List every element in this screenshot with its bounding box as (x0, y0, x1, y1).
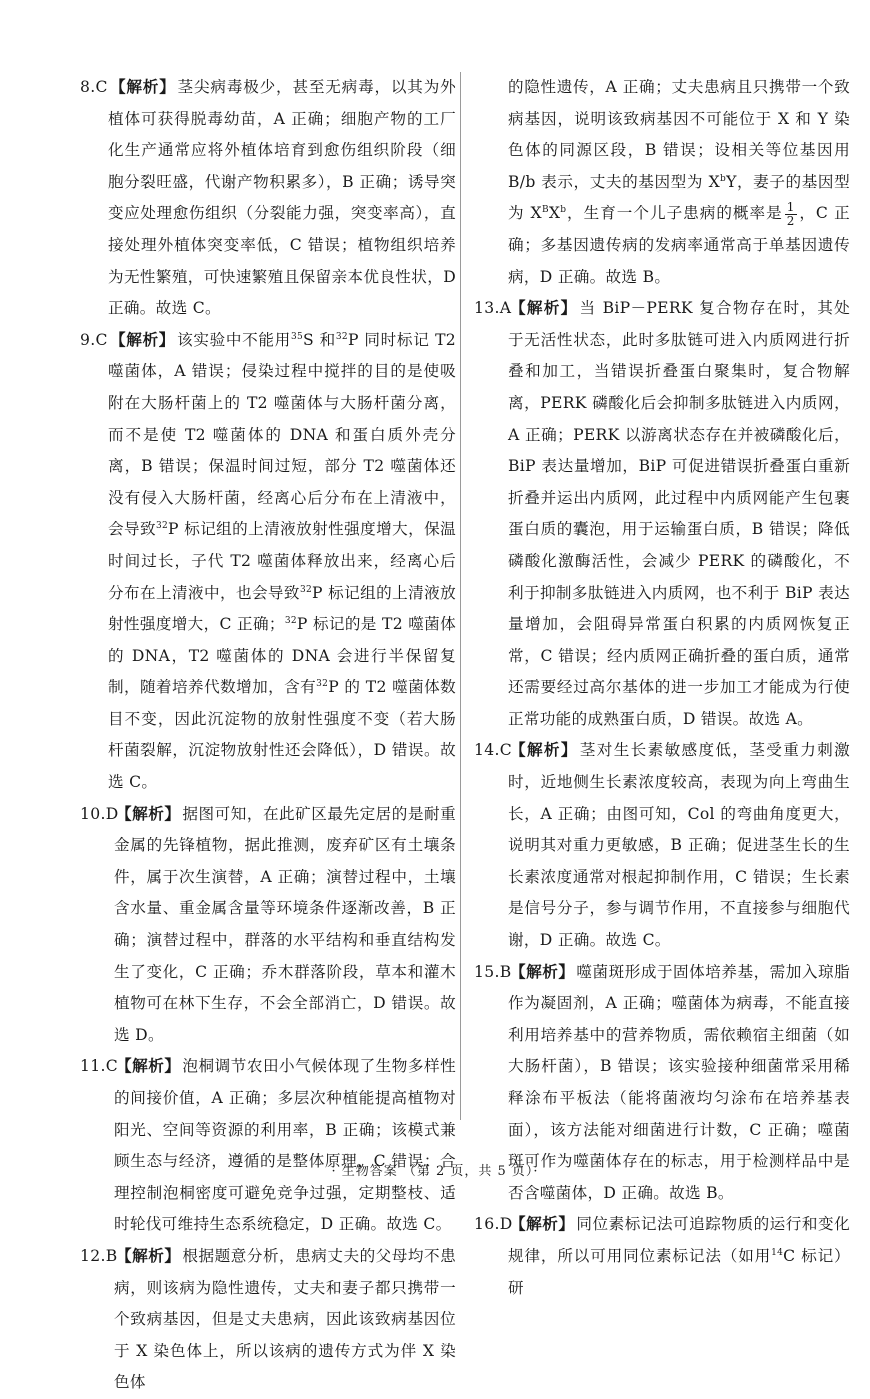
answer-text: S 和 (303, 330, 336, 349)
question-number: 8.C (80, 78, 108, 96)
analysis-tag: 【解析】 (510, 741, 578, 760)
isotope-mass: 32 (155, 521, 169, 532)
isotope-mass: 35 (290, 331, 304, 342)
analysis-tag: 【解析】 (116, 804, 181, 823)
question-number: 12.B (80, 1246, 118, 1265)
answer-9 (80, 325, 456, 799)
column-divider (460, 72, 461, 1120)
answer-text: 当 BiP－PERK 复合物存在时，其处于无活性状态，此时多肽链可进入内质网进行折叠和加工，当错误折叠蛋白聚集时，复合物解离，PERK 磷酸化后会抑制多肽链进入内质网，A 正确；PERK 以游离状态存在并被磷酸化后，BiP 表达量增加，BiP 可促进错误折叠蛋白重新折叠并运出内质网，此过程中内质网能产生包裹蛋白质的囊泡，用于运输蛋白质，B 错误；降低磷酸化激酶活性，会减少 PERK 的磷酸化，不利于抑制多肽链进入内质网，也不利于 BiP 表达量增加，会阻碍异常蛋白积累的内质网恢复正常，C 错误；经内质网正确折叠的蛋白质，通常还需要经过高尔基体的进一步加工才能成为行使正常功能的成熟蛋白质，D 错误。故选 A。 (508, 299, 850, 728)
allele-superscript: b (560, 205, 567, 216)
question-number: 14.C (474, 741, 512, 760)
question-number: 10.D (80, 804, 119, 823)
answer-text: C 标记）研 (508, 1246, 850, 1297)
fraction-denominator: 2 (786, 213, 795, 228)
answer-13 (474, 293, 850, 735)
answer-10 (80, 799, 456, 1052)
allele-superscript: B (541, 205, 549, 216)
answer-text: 噬菌斑形成于固体培养基，需加入琼脂作为凝固剂，A 正确；噬菌体为病毒，不能直接利用培养基中的营养物质，需依赖宿主细菌（如大肠杆菌），B 错误；该实验接种细菌常采用稀释涂布平板法（能将菌液均匀涂布在培养基表面），该方法能对细菌进行计数，C 正确；噬菌斑可作为噬菌体存在的标志，用于检测样品中是否含噬菌体，D 正确。故选 B。 (508, 962, 850, 1202)
answer-text: ，生育一个儿子患病的概率是 (566, 204, 783, 223)
question-number: 16.D (474, 1215, 513, 1234)
analysis-tag: 【解析】 (110, 78, 176, 96)
answer-14 (474, 735, 850, 956)
question-number: 11.C (80, 1057, 118, 1076)
answer-text: P 标记组的上清液放射性强度增大，保温时间过长，子代 T2 噬菌体释放出来，经离心后分布在上清液中，也会导致 (108, 520, 456, 602)
isotope-mass: 32 (299, 584, 312, 595)
answer-text: P 标记的是 T2 噬菌体的 DNA，T2 噬菌体的 DNA 会进行半保留复制，随着培养代数增加，含有 (108, 615, 456, 697)
answer-text: Y，妻子的基因型为 X (508, 172, 851, 223)
answer-text: ，C 正确；多基因遗传病的发病率通常高于单基因遗传病，D 正确。故选 B。 (508, 204, 851, 286)
answer-12-continued (474, 72, 850, 293)
left-column (80, 72, 456, 1399)
isotope-mass: 32 (335, 331, 348, 342)
fraction-numerator: 1 (786, 199, 795, 214)
answer-text: 茎尖病毒极少，甚至无病毒，以其为外植体可获得脱毒幼苗，A 正确；细胞产物的工厂化生产通常应将外植体培育到愈伤组织阶段（细胞分裂旺盛，代谢产物积累多），B 正确；诱导突变应处理愈伤组织（分裂能力强，突变率高），直接处理外植体突变率低，C 错误；植物组织培养为无性繁殖，可快速繁殖且保留亲本优良性状，D 正确。故选 C。 (108, 78, 456, 318)
question-number: 15.B (474, 962, 512, 981)
analysis-tag: 【解析】 (510, 1215, 575, 1234)
answer-8 (80, 72, 456, 325)
answer-16 (474, 1209, 850, 1304)
answer-text: 的隐性遗传，A 正确；丈夫患病且只携带一个致病基因，说明该致病基因不可能位于 X 和 Y 染色体的同源区段，B 错误；设相关等位基因用 B/b 表示，丈夫的基因型为 X (508, 78, 850, 191)
answer-12 (80, 1241, 456, 1399)
answer-text: P 标记组的上清液放射性强度增大，C 正确； (108, 583, 456, 634)
analysis-tag: 【解析】 (510, 299, 578, 318)
answer-text: 茎对生长素敏感度低，茎受重力刺激时，近地侧生长素浓度较高，表现为向上弯曲生长，A 正确；由图可知，Col 的弯曲角度更大，说明其对重力更敏感，B 正确；促进茎生长的生长素浓度通常对根起抑制作用，C 错误；生长素是信号分子，参与调节作用，不直接参与细胞代谢，D 正确。故选 C。 (508, 741, 850, 950)
answer-text: 泡桐调节农田小气候体现了生物多样性的间接价值，A 正确；多层次种植能提高植物对阳光、空间等资源的利用率，B 正确；该模式兼顾生态与经济，遵循的是整体原理，C 错误；合理控制泡桐密度可避免竞争过强，定期整枝、适时轮伐可维持生态系统稳定，D 正确。故选 C。 (114, 1057, 456, 1234)
page-footer: · 生物答案 （第 2 页，共 5 页）· (331, 1164, 539, 1179)
answer-text: 根据题意分析，患病丈夫的父母均不患病，则该病为隐性遗传，丈夫和妻子都只携带一个致病基因，但是丈夫患病，因此该致病基因位于 X 染色体上，所以该病的遗传方式为伴 X 染色体 (114, 1246, 456, 1392)
answer-11 (80, 1051, 456, 1241)
analysis-tag: 【解析】 (510, 962, 575, 981)
answer-text: 据图可知，在此矿区最先定居的是耐重金属的先锋植物，据此推测，废弃矿区有土壤条件，属于次生演替，A 正确；演替过程中，土壤含水量、重金属含量等环境条件逐渐改善，B 正确；演替过程中，群落的水平结构和垂直结构发生了变化，C 正确；乔木群落阶段，草本和灌木植物可在林下生存，不会全部消亡，D 错误。故选 D。 (114, 804, 456, 1044)
isotope-mass: 14 (771, 1247, 784, 1258)
analysis-tag: 【解析】 (110, 330, 176, 349)
answer-text: P 的 T2 噬菌体数目不变，因此沉淀物的放射性强度不变（若大肠杆菌裂解，沉淀物放射性还会降低），D 错误。故选 C。 (108, 678, 456, 792)
question-number: 9.C (80, 330, 108, 349)
analysis-tag: 【解析】 (116, 1057, 181, 1076)
right-column (474, 72, 850, 1304)
answer-text: X (548, 204, 561, 223)
answer-text: 该实验中不能用 (177, 330, 291, 349)
isotope-mass: 32 (284, 615, 297, 626)
question-number: 13.A (474, 299, 512, 318)
isotope-mass: 32 (316, 679, 329, 690)
allele-superscript: b (720, 173, 727, 184)
answer-text: P 同时标记 T2 噬菌体，A 错误；侵染过程中搅拌的目的是使吸附在大肠杆菌上的 T2 噬菌体与大肠杆菌分离，而不是使 T2 噬菌体的 DNA 和蛋白质外壳分离，B 错误；保温时间过短，部分 T2 噬菌体还没有侵入大肠杆菌，经离心后分布在上清液中，会导致 (108, 330, 457, 539)
probability-fraction (785, 201, 797, 228)
analysis-tag: 【解析】 (116, 1246, 181, 1265)
answer-text: 同位素标记法可追踪物质的运行和变化规律，所以可用同位素标记法（如用 (508, 1215, 850, 1265)
